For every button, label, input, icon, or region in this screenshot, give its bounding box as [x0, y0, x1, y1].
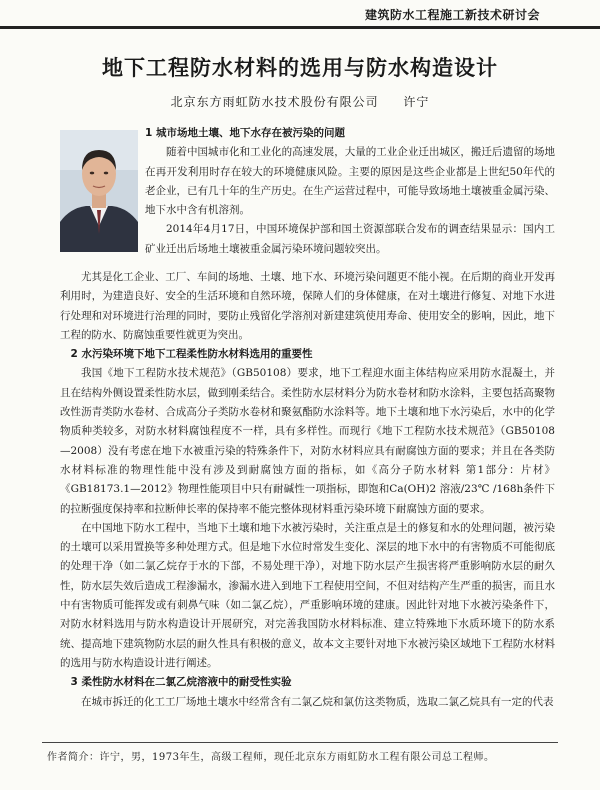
article-title: 地下工程防水材料的选用与防水构造设计	[102, 56, 498, 80]
byline	[0, 93, 600, 110]
author-note: 作者简介：许宁，男，1973年生，高级工程师，现任北京东方雨虹防水工程有限公司总工程师。	[47, 752, 495, 763]
section-3-heading: 3 柔性防水材料在二氯乙烷溶液中的耐受性实验	[70, 676, 292, 689]
section-2-paragraph-1: 我国《地下工程防水技术规范》（GB50108）要求，地下工程迎水面主体结构应采用防水混凝土，并且在结构外侧设置柔性防水层，做到刚柔结合。柔性防水层材料分为防水卷材和防水涂料，主要包括高聚物改性沥青类防水卷材、合成高分子类防水卷材和聚氨酯防水涂料等。地下土壤和地下水污染后，水中的化学物质种类较多，对防水材料腐蚀程度不一样，具有多样性。而现行《地下工程防水技术规范》（GB50108—2008）没有考虑在地下水被重污染的特殊条件下，对防水材料应具有耐腐蚀方面的要求；并且在各类防水材料标准的物理性能中没有涉及到耐腐蚀方面的指标，如《高分子防水材料 第1部分：片材》《GB18173.1—2012》物理性能项目中只有耐碱性一项指标，即饱和Ca(OH)2 溶液/23℃ /168h条件下的拉断强度保持率和拉断伸长率的保持率不能完整体现材料重污染环境下耐腐蚀方面的要求。	[60, 367, 555, 515]
footnote-rule	[42, 742, 558, 743]
section-1-paragraph-3: 尤其是化工企业、工厂、车间的场地、土壤、地下水、环境污染问题更不能小视。在后期的商业开发再利用时，为建造良好、安全的生活环境和自然环境，保障人们的身体健康，在对土壤进行修复、对地下水进行处理和对环境进行治理的同时，要防止残留化学溶剂对新建建筑使用寿命、使用安全的影响，因此，地下工程的防水、防腐蚀重要性就更为突出。	[60, 271, 555, 341]
section-2-paragraph-2: 在中国地下防水工程中，当地下土壤和地下水被污染时，关注重点是土的修复和水的处理问题，被污染的土壤可以采用置换等多种处理方式。但是地下水位时常发生变化、深层的地下水中的有害物质不可能彻底的处理干净（如二氯乙烷存于水的下部，不易处理干净），对地下防水层产生损害将严重影响防水层的耐久性，防水层失效后造成工程渗漏水，渗漏水进入到地下工程使用空间，不但对结构产生严重的损害，而且水中有害物质可能挥发或有刺鼻气味（如二氯乙烷），严重影响环境的建康。因此针对地下水被污染条件下，对防水材料选用与防水构造设计开展研究，对完善我国防水材料标准、建立特殊地下水质环境下的防水系统、提高地下建筑物防水层的耐久性具有积极的意义，故本文主要针对地下水被污染区域地下工程防水材料的选用与防水构造设计进行阐述。	[60, 521, 555, 669]
author-affiliation: 北京东方雨虹防水技术股份有限公司	[170, 95, 379, 109]
section-1-beside-photo	[145, 124, 555, 259]
header-rule	[0, 26, 600, 29]
author-portrait-icon	[60, 130, 138, 252]
running-header	[0, 0, 600, 28]
section-1-paragraph-1: 随着中国城市化和工业化的高速发展，大量的工业企业迁出城区，搬迁后遗留的场地在再开发利用时存在较大的环境健康风险。主要的原因是这些企业都是上世纪50年代的老企业，已有几十年的生产历史。在生产运营过程中，可能导致场地土壤被重金属污染、地下水中含有机溶剂。	[145, 146, 555, 217]
author-photo	[60, 130, 138, 252]
section-2-heading: 2 水污染环境下地下工程柔性防水材料选用的重要性	[70, 348, 313, 361]
section-3-paragraph-1: 在城市拆迁的化工工厂场地土壤水中经常含有二氯乙烷和氯仿这类物质，选取二氯乙烷具有一定的代表	[81, 695, 554, 708]
journal-label: 建筑防水工程施工新技术研讨会	[364, 8, 540, 22]
section-1-heading: 1 城市场地土壤、地下水存在被污染的问题	[145, 127, 345, 139]
main-body	[60, 268, 555, 712]
author-name: 许宁	[403, 95, 430, 109]
section-1-paragraph-2: 2014年4月17日，中国环境保护部和国土资源部联合发布的调查结果显示：国内工矿业迁出后场地土壤被重金属污染环境问题较突出。	[145, 223, 555, 255]
